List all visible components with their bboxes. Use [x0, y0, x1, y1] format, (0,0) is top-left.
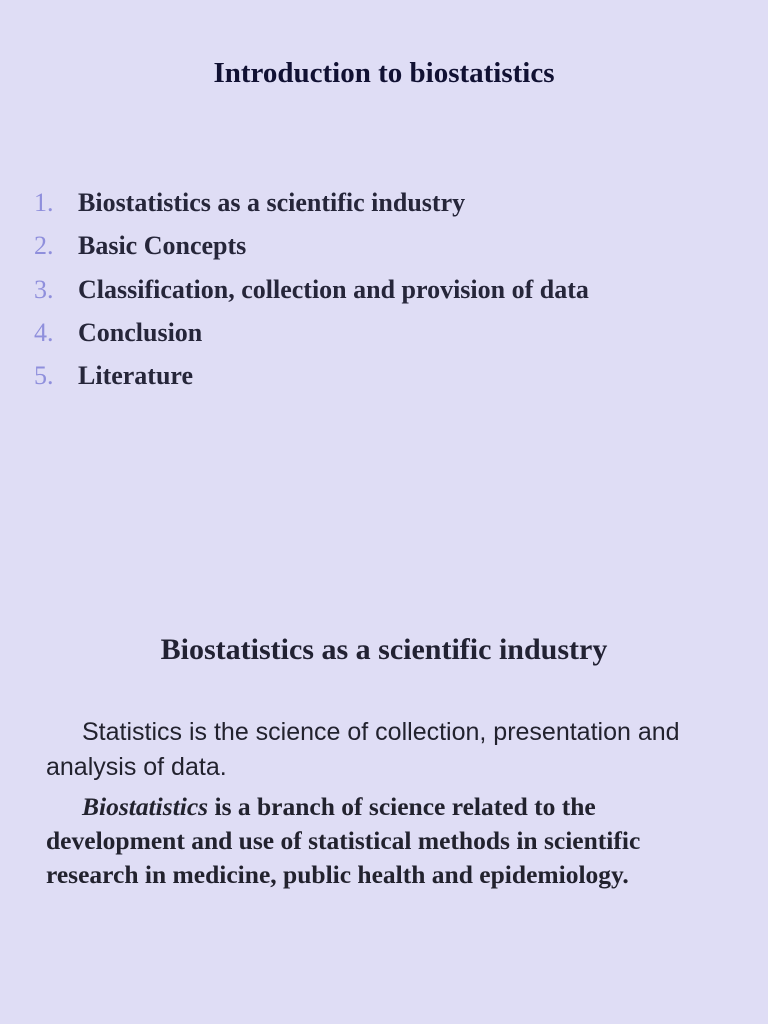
biostatistics-definition — [46, 790, 736, 892]
list-item — [34, 357, 589, 400]
slide-title: Introduction to biostatistics — [213, 57, 555, 89]
list-item-number: 2. — [34, 231, 54, 261]
list-item — [34, 271, 589, 314]
list-item-number: 4. — [34, 317, 54, 347]
list-item-number: 5. — [34, 361, 54, 391]
list-item-text: Biostatistics as a scientific industry — [78, 188, 466, 217]
list-item-text: Classification, collection and provision of data — [78, 274, 589, 304]
list-item-number: 3. — [34, 274, 54, 304]
slide-title: Biostatistics as a scientific industry — [160, 633, 608, 666]
slide-biostatistics-industry — [0, 512, 768, 1024]
list-item — [34, 184, 589, 227]
agenda-list — [34, 184, 589, 400]
list-item — [34, 314, 589, 357]
statistics-definition: Statistics is the science of collection, presentation and analysis of data. — [46, 718, 680, 781]
list-item-text: Literature — [78, 361, 194, 391]
biostatistics-term: Biostatistics — [82, 792, 209, 821]
list-item-text: Basic Concepts — [78, 231, 247, 261]
list-item — [34, 227, 589, 270]
list-item-number: 1. — [34, 188, 54, 217]
list-item-text: Conclusion — [78, 317, 203, 347]
biostatistics-definition-text: is a branch of science related to the development and use of statistical methods in scientific research in medicine, public health and epidemiology. — [46, 792, 641, 889]
